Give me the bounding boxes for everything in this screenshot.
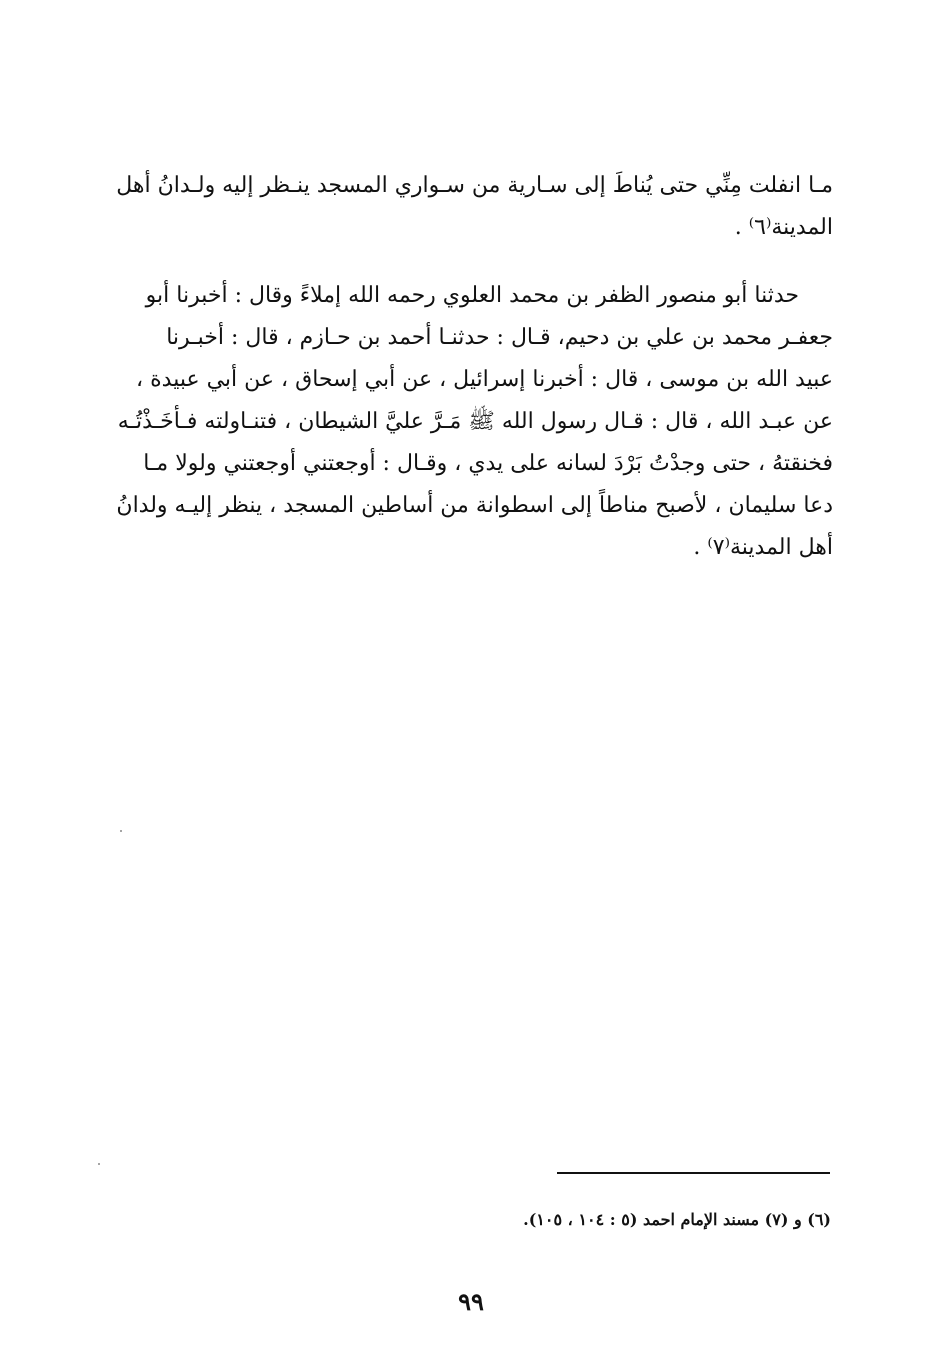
paragraph-line: فخنقتهُ ، حتى وجدْتُ بَرْدَ لسانه على يدي ، وقـال : أوجعتني أوجعتني ولولا مـا xyxy=(143,451,833,476)
paragraph-1 xyxy=(105,165,833,249)
paragraph-line: حدثنا أبو منصور الظفر بن محمد العلوي رحمه الله إملاءً وقال : أخبرنا أبو xyxy=(145,283,799,308)
paragraph-line: أهل المدينة⁽٧⁾ . xyxy=(693,535,833,560)
page-number: ٩٩ xyxy=(458,1287,484,1316)
footnote-divider xyxy=(557,1172,830,1174)
footnote: (٦) و (٧) مسند الإمام احمد (٥ : ١٠٤ ، ١٠٥). xyxy=(523,1210,831,1229)
scan-speck xyxy=(120,830,122,832)
paragraph-line: عبيد الله بن موسى ، قال : أخبرنا إسرائيل ، عن أبي إسحاق ، عن أبي عبيدة ، xyxy=(136,367,833,392)
paragraph-line: مـا انفلت مِنِّي حتى يُناطَ إلى سـارية من سـواري المسجد ينـظر إليه ولـدانُ أهل xyxy=(116,173,833,198)
paragraph-line: جعفـر محمد بن علي بن دحيم، قـال : حدثنـا أحمد بن حـازم ، قال : أخبـرنا xyxy=(166,325,833,350)
paragraph-line: المدينة⁽٦⁾ . xyxy=(734,215,833,240)
paragraph-2 xyxy=(105,275,833,569)
paragraph-line: دعا سليمان ، لأصبح مناطاً إلى اسطوانة من أساطين المسجد ، ينظر إليـه ولدانُ xyxy=(116,493,833,518)
scan-speck xyxy=(98,1163,100,1165)
paragraph-line: عن عبـد الله ، قال : قـال رسول الله ﷺ مَـرَّ عليَّ الشيطان ، فتنـاولته فـأخَـذْتُـه xyxy=(117,409,833,434)
